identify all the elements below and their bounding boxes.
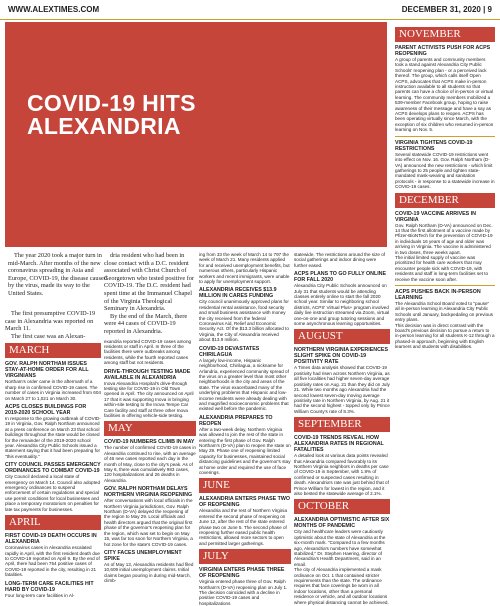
article-text: In response to the growing outbreak of COVID-19 in Virginia, Gov. Ralph Northam announced at a press conference on March 23 that school buildings throughout the state would be closed for the remainder of the 2019-2020 school year. Alexandria City Public Schools issued a statement saying that it had been preparing for "this eventuality."	[5, 416, 101, 459]
hero-title-line1: COVID-19 HITS	[27, 90, 196, 116]
article-text: ing from 33 the week of March 14 to 797 the week of March 21. Many residents applied for and received unemployment benefits, but numerous others, particularly Hispanic workers and recent immigrants, were unable to apply for unemployment support.	[199, 252, 290, 285]
section-october: OCTOBER	[294, 499, 390, 514]
article-text: Several statewide COVID-19 restrictions went into effect on Nov. 16. Gov. Ralph Northam (D-VA) announced the new restrictions - which limit gatherings to 25 people and tighten state-mandated mask-wearing and sanitation protocols - in response to a statewide increase in COVID-19 cases.	[395, 151, 495, 190]
headline: COVID-19 TRENDS REVEAL HOW ALEXANDRIA RATES IN REGIONAL FATALITIES	[294, 435, 384, 454]
headline: CITY COUNCIL PASSES EMERGENCY ORDINANCES TO COMBAT COVID-19	[5, 462, 101, 475]
article-text: As of May 13, Alexandria residents had filed 10,609 initial unemployment claims. Initial claims began pouring in during mid-March, climb-	[104, 561, 194, 584]
headline: DRIVE-THROUGH TESTING MADE AVAILABLE IN ALEXANDRIA	[104, 368, 191, 381]
article-text: The initial limited supply of vaccine was prioritized for health care workers that may encounter people sick with COVID-19, with residents and staff in long-term facilities set to receive the vaccine soon after.	[395, 254, 489, 282]
headline: COVID-19 VACCINE ARRIVES IN VIRGINIA	[395, 210, 476, 223]
headline: FIRST COVID-19 DEATH OCCURS IN ALEXANDRIA	[5, 533, 97, 546]
section-may: MAY	[104, 421, 196, 436]
headline: PARENT ACTIVISTS PUSH FOR ACPS REOPENING	[395, 45, 491, 57]
article-text: A Times data analysis showed that COVID-19 positivity had risen across Northern Virginia, as all five localities had higher seven-day average positivity rates on Aug. 21 than they did on July 21. While two months ago Alexandria had the second lowest seven-day moving average positivity rate in Northern Virginia, by Aug. 21 it had the second highest - topped only by Prince William County's rate of 8.3%.	[294, 365, 390, 414]
section-december: DECEMBER	[395, 193, 495, 208]
divider	[395, 136, 495, 137]
headline: ALEXANDRIA RECEIVES $13.9 MILLION IN CARES FUNDING	[199, 287, 277, 300]
headline: ACPS PUSHES BACK IN-PERSON LEARNING	[395, 289, 481, 301]
section-april: APRIL	[5, 515, 101, 530]
article-text: A largely low-income, Hispanic neighborhood, Chirilagua, a nickname for Arlandria, experienced community spread of the virus on a greater level than most other neighborhoods in the city and areas of the state. The virus exacerbated many of the underlying problems that Hispanic and low-income residents were already dealing with and magnified socioeconomic problems that existed well before the pandemic.	[199, 357, 289, 412]
article-text: Coronavirus cases in Alexandria escalated rapidly in April, with the first resident death due to COVID-19 reported on April 9. By the end of April, there had been 754 positive cases of COVID-19 reported in the city, resulting in 21 fatalities.	[5, 545, 100, 578]
headline: ALEXANDRIA PREPARES TO REOPEN	[199, 414, 273, 427]
headline: CITY FACES UNEMPLOYMENT SPIKE	[104, 549, 182, 562]
article-text: Inova Alexandria Hospital's drive-through testing site for COVID-19 in Old Town opened in April. The city announced on April 17 that it was supporting Inova in bringing within-site testing to the Inova Tempe Car Care facility and staff at three other Inova facilities in offering vehicle-side testing.	[104, 380, 194, 418]
article-text: The number of confirmed COVID-19 cases in Alexandria continued to rise, with an average of 46 new cases reported each day in the month of May, close to the city's peak. As of May 6, there was cumulatively 983 cases, 120 hospitalizations and 26 deaths in Alexandria.	[104, 445, 196, 483]
page-header	[0, 0, 500, 20]
column-3	[199, 252, 291, 606]
article-text: exandria reported COVID-19 cases among residents or staff in April. In three of the facilities there were outbreaks among residents, while the fourth reported cases among staff but not residents.	[104, 338, 192, 366]
section-march: MARCH	[5, 343, 101, 358]
article-text: A detailed look at various data points revealed that Alexandria compared favorably to its Northern Virginia neighbors in deaths per case of COVID-19 in September, with 1.8% of confirmed or suspected cases resulting in death. Alexandria's rate was just behind that of Prince William for lowest in the region, and it also bested the statewide average of 2.1%.	[294, 453, 389, 496]
article-text: This decision was in direct contrast with the board's previous decision to pursue a return to in-person learning for all students K-12 through a phased-in approach, beginning with English learners and students with disabilities.	[395, 322, 495, 350]
article-text: The city of Alexandria implemented a mask ordinance on Oct. 1 that contained stricter requirements than the state. The ordinance requires that face coverings be worn in all indoor locations, other than a personal residence or vehicle, and all outdoor locations where physical distancing cannot be achieved.	[294, 567, 389, 605]
article-text: The Alexandria School Board voted to "pause" all in-person learning in Alexandria City Public Schools until January, backpedaling on previous entry plans.	[395, 301, 493, 323]
article-text: Virginia entered phase three of Gov. Ralph Northam's (D-VA) reopening plan on July 1. The decision coincided with a decline in positive COVID-19 cases and hospitalizations	[199, 579, 288, 606]
section-september: SEPTEMBER	[294, 417, 390, 432]
section-november: NOVEMBER	[395, 27, 495, 42]
column-1	[5, 252, 101, 598]
divider	[395, 285, 495, 286]
headline: GOV. RALPH NORTHAM ISSUES STAY-AT-HOME ORDER FOR ALL VIRGINIANS	[5, 361, 89, 380]
section-august: AUGUST	[294, 329, 390, 344]
article-text: City and healthcare leaders were cautiously optimistic about the state of Alexandria at the six-month mark. "Compared to a few months ago, Alexandria's numbers have somewhat stabilized," Dr. Stephen Haering, director of Alexandria's Health Department, said in an email.	[294, 529, 386, 567]
lede-paragraph: By the end of the March, there were 44 cases of COVID-19 reported in Alexandria.	[104, 312, 188, 335]
headline: VIRGINIA ENTERS PHASE THREE OF REOPENING	[199, 567, 285, 580]
article-text: After a two-week delay, Northern Virginia was allowed to join the rest of the state in entering the first phase of Gov. Ralph Northam's (D-VA) plan to reopen the state on May 29. Phase one of reopening limited capacity for businesses, maintained social distancing guidelines and the governor's stay at home order and required the use of face coverings.	[199, 426, 291, 475]
lede-paragraph: dria resident who had been in close contact with a D.C. resident associated with Christ Church of Georgetown who tested positive for COVID-19. The D.C. resident had spent time at the Immanuel Chapel of the Virginia Theological Seminary in Alexandria.	[104, 252, 195, 313]
column-4	[294, 252, 390, 605]
lede-paragraph: The year 2020 took a major turn in mid-March. After months of the new coronavirus spreading in Asia and Europe, COVID-19, the disease caused by the virus, made its way to the United States.	[8, 252, 107, 297]
article-text: statewide. The restrictions around the size of social gatherings and indoor dining were further eased.	[294, 252, 386, 268]
article-text: Gov. Ralph Northam (D-VA) announced on Dec. 14 that the first allotment of a vaccine made by Pfizer-BioNTech for the prevention of COVID-19 in individuals 16 years of age and older was arriving in Virginia. The vaccine is administered in two doses, three weeks apart.	[395, 222, 493, 255]
article-text: Northam's order came in the aftermath of a sharp rise in confirmed COVID-19 cases. The number of cases in Virginia increased from 604 on March 27 to 1,021 on March 30.	[5, 379, 101, 401]
section-june: JUNE	[199, 478, 291, 493]
date-page: DECEMBER 31, 2020 | 9	[401, 4, 492, 14]
headline: ALEXANDRIA OPTIMISTIC AFTER SIX MONTHS OF PANDEMIC	[294, 517, 390, 530]
headline: COVID-19 DEVASTATES CHIRILAGUA	[199, 345, 260, 358]
hero-title	[27, 92, 196, 138]
headline: NORTHERN VIRGINIA EXPERIENCES SLIGHT SPIKE ON COVID-19 POSITIVITY RATE	[294, 347, 388, 366]
lede-paragraph: The first case was an Alexan-	[11, 332, 86, 340]
hero-title-line2: ALEXANDRIA	[27, 113, 181, 139]
section-july: JULY	[199, 549, 291, 564]
column-5	[395, 24, 495, 579]
headline: GOV. RALPH NORTHAM DELAYS NORTHERN VIRGINIA REOPENING	[104, 486, 193, 499]
article-text: A group of parents and community members took a stand against Alexandria City Public Schools' reopening plan - or a perceived lack thereof. The group, which calls itself Open ACPS, advocates that ACPS make in-person instruction available to all students so that parents can have a choice of in-person or virtual learning. The community members mobilized a 539-member Facebook group, hoping to raise awareness of their message and have a say as ACPS develops plans to reopen. ACPS has been operating virtually since March, with the exception of six children who resumed in-person learning on Nov. 5.	[395, 57, 494, 133]
lede-paragraph: The first presumptive COVID-19 case in Alexandria was reported on March 11.	[5, 310, 96, 333]
column-2	[104, 252, 196, 584]
hero-banner	[5, 22, 387, 247]
article-text: City council unanimously approved plans for residential rental assistance, food security and small business assistance with money the city received from the federal Coronavirus Aid, Relief and Economic Security Act. Of the $13.3 billion allocated to Virginia, the City of Alexandria received about $13.9 million.	[199, 299, 289, 343]
article-text: After conversations with local officials in the Northern Virginia jurisdictions, Gov. Ralph Northam (D-VA) delayed the reopening of the region to May 29. Local officials and health directors argued that the original first phase of the governor's reopening plan for the region, which was set to begin on May 15, was far too soon for Northern Virginia, a hot zone for the state's COVID-19 cases.	[104, 498, 193, 547]
headline: COVID-19 NUMBERS CLIMB IN MAY	[104, 439, 195, 446]
headline: ACPS CLOSES BUILDINGS FOR 2019-2020 SCHOOL YEAR	[5, 404, 87, 416]
headline: LONG-TERM CARE FACILITIES HIT HARD BY COVID-19	[5, 580, 94, 593]
headline: ACPS PLANS TO GO FULLY ONLINE FOR FALL 2020	[294, 271, 387, 284]
headline: ALEXANDRIA ENTERS PHASE TWO OF REOPENING	[199, 496, 291, 509]
site-url: WWW.ALEXTIMES.COM	[8, 4, 100, 14]
headline: VIRGINIA TIGHTENS COVID-19 RESTRICTIONS	[395, 139, 473, 152]
article-text: Alexandria City Public Schools announced on July 31 that students would be attending classes entirely online to start the fall 2020 school year. Similar to neighboring school districts, ACPS' Virtual Plus+ program involved daily live instruction streamed via Zoom, virtual one-on-one and group tutoring sessions and some asynchronous learning opportunities.	[294, 283, 390, 327]
article-text: Four long-term care facilities in Al-	[5, 592, 75, 598]
article-text: Alexandria and the rest of Northern Virginia entered the second phase of reopening on June 12, after the rest of the state entered phase two on June 5. The second phase of reopening further eased public health restrictions, allowed more sectors to open and permitted larger gatherings.	[199, 508, 288, 546]
article-text: City Council declared a local state of emergency on March 14. Council also adopted emergency ordinances to suspend enforcement of certain regulations and special use permit conditions for local businesses and place a temporary moratorium on penalties for late tax payments for businesses.	[5, 474, 100, 512]
